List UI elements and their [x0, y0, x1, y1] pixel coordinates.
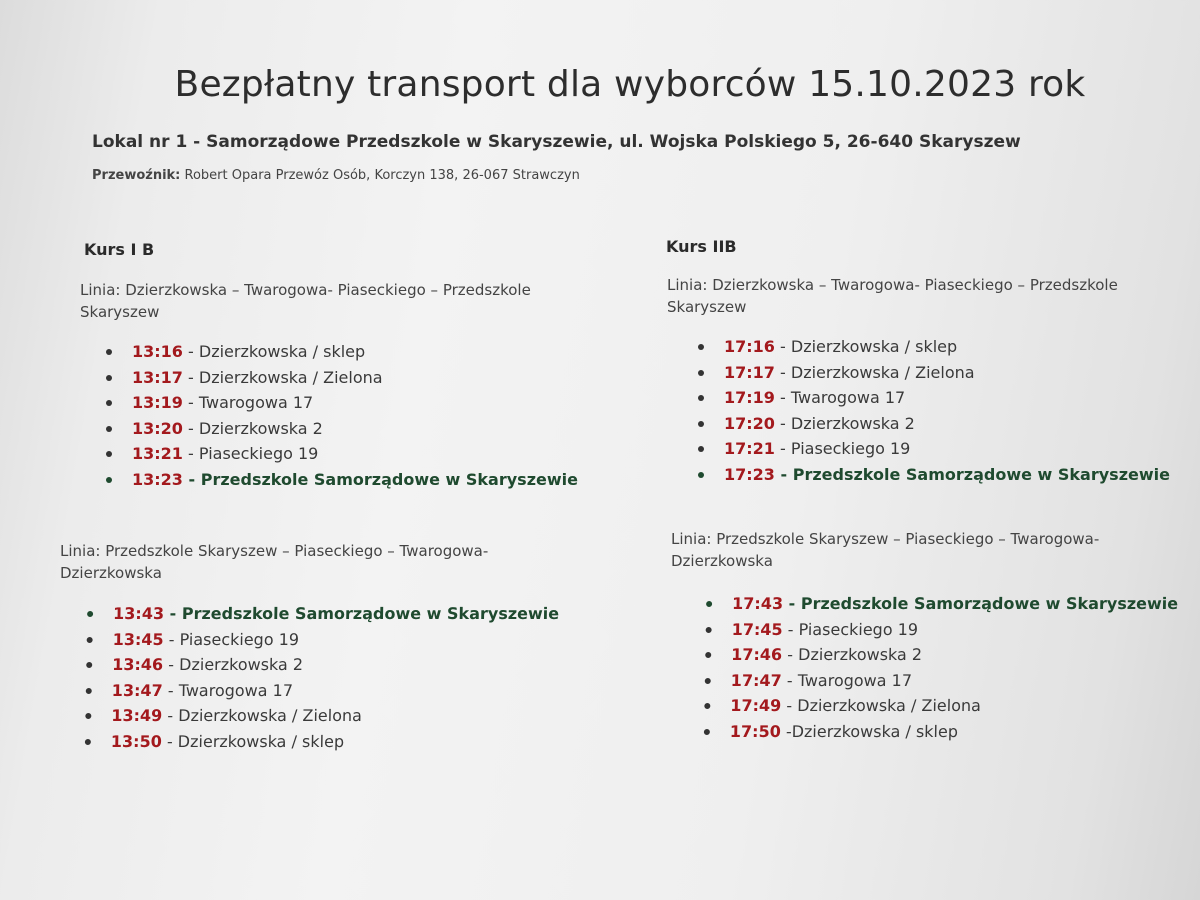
stop-item-origin [113, 601, 559, 627]
stop-time: 13:43 [112, 604, 165, 623]
stop-separator: - [780, 721, 792, 741]
stop-separator: - [162, 706, 179, 726]
bullet-icon [704, 729, 710, 735]
stop-separator: - [774, 337, 791, 356]
bullet-icon [86, 662, 92, 668]
stop-separator: - [782, 594, 802, 613]
stop-name: Dzierzkowska / Zielona [198, 367, 383, 387]
bullet-icon [85, 713, 91, 719]
stop-time: 17:21 [724, 439, 775, 459]
bullet-icon [85, 739, 91, 745]
stop-separator: - [774, 439, 791, 459]
bullet-icon [706, 627, 712, 633]
stop-name: Dzierzkowska / sklep [790, 337, 958, 356]
stop-separator: - [781, 670, 798, 690]
stop-time: 13:47 [111, 680, 163, 700]
bullet-icon [698, 395, 704, 401]
stop-name: Dzierzkowska / sklep [198, 342, 366, 361]
stop-item [132, 365, 578, 391]
bullet-icon [86, 688, 92, 694]
stop-name: Piaseckiego 19 [798, 619, 919, 639]
stop-name: Twarogowa 17 [178, 680, 294, 700]
stop-name: Dzierzkowska 2 [797, 645, 923, 665]
stop-separator: - [182, 469, 201, 489]
stop-item [724, 334, 1170, 360]
stop-name: Przedszkole Samorządowe w Skaryszewie [800, 594, 1179, 613]
stop-time: 17:19 [724, 388, 775, 408]
stop-time: 17:45 [731, 619, 783, 639]
stop-separator: - [182, 444, 199, 464]
stop-item [731, 668, 1177, 694]
route-description [671, 528, 1099, 572]
stop-item-origin [732, 591, 1178, 617]
carrier-label: Przewoźnik: [92, 168, 181, 183]
bullet-icon [698, 472, 704, 478]
stop-time: 17:50 [729, 721, 781, 741]
stop-item [724, 360, 1170, 386]
route-line-2: Dzierzkowska [671, 552, 773, 570]
stop-separator: - [163, 604, 183, 623]
route-block-2a [667, 274, 1118, 318]
course-title: Kurs I B [84, 240, 155, 259]
stop-separator: - [782, 619, 799, 639]
stop-item [112, 652, 558, 678]
route-line-1: Linia: Dzierzkowska – Twarogowa- Piaseckiego – Przedszkole [80, 281, 531, 299]
stop-separator: - [162, 680, 179, 700]
stop-name: Piaseckiego 19 [198, 444, 319, 464]
stop-time: 13:21 [132, 444, 183, 464]
stop-item [132, 390, 578, 416]
bullet-icon [106, 426, 112, 432]
stop-name: Twarogowa 17 [797, 670, 913, 690]
stop-item [112, 678, 558, 704]
stop-list-1a [132, 339, 578, 493]
stop-item [730, 693, 1176, 719]
route-line-2: Dzierzkowska [60, 564, 162, 582]
venue-heading: Lokal nr 1 - Samorządowe Przedszkole w Skaryszewie, ul. Wojska Polskiego 5, 26-640 Skaryszew [92, 132, 1021, 152]
stop-name: Dzierzkowska 2 [790, 413, 915, 433]
stop-name: Twarogowa 17 [198, 393, 314, 413]
bullet-icon [704, 703, 710, 709]
stop-separator: - [781, 696, 798, 716]
stop-time: 17:43 [731, 594, 784, 613]
stop-separator: - [782, 645, 799, 665]
stop-list-2a [724, 334, 1170, 488]
stop-item [730, 719, 1176, 745]
stop-name: Dzierzkowska / sklep [791, 721, 959, 741]
route-description [60, 540, 488, 584]
route-line-1: Linia: Przedszkole Skaryszew – Piaseckiego – Twarogowa- [671, 530, 1100, 548]
bullet-icon [106, 400, 112, 406]
stop-time: 17:16 [724, 337, 775, 356]
course-column-2 [666, 237, 737, 256]
stop-name: Dzierzkowska / sklep [177, 731, 345, 751]
route-line-2: Skaryszew [80, 303, 160, 321]
bullet-icon [698, 421, 704, 427]
stop-separator: - [774, 388, 791, 408]
bullet-icon [106, 349, 112, 355]
stop-time: 17:46 [731, 645, 783, 665]
stop-separator: - [182, 393, 199, 413]
stop-time: 17:49 [730, 696, 782, 716]
stop-name: Dzierzkowska 2 [178, 655, 304, 675]
stop-separator: - [182, 342, 199, 361]
stop-separator: - [163, 629, 180, 649]
stop-list-1b [112, 601, 558, 755]
stop-list-2b [731, 591, 1177, 745]
stop-separator: - [774, 362, 791, 382]
route-description [667, 274, 1118, 318]
stop-time: 13:20 [132, 418, 183, 438]
stop-name: Piaseckiego 19 [179, 629, 300, 649]
stop-item [111, 703, 557, 729]
stop-item [132, 441, 578, 467]
stop-time: 13:49 [111, 706, 163, 726]
stop-separator: - [182, 418, 199, 438]
bullet-icon [698, 344, 704, 350]
stop-separator: - [163, 655, 180, 675]
route-line-1: Linia: Przedszkole Skaryszew – Piaseckiego – Twarogowa- [60, 542, 489, 560]
route-line-2: Skaryszew [667, 298, 747, 316]
stop-separator: - [774, 464, 793, 484]
stop-name: Piaseckiego 19 [790, 439, 911, 459]
stop-item [132, 339, 578, 365]
stop-name: Dzierzkowska / Zielona [178, 706, 363, 726]
bullet-icon [706, 601, 712, 607]
document-title: Bezpłatny transport dla wyborców 15.10.2023 rok [174, 64, 1086, 105]
stop-item [724, 411, 1170, 437]
bullet-icon [705, 652, 711, 658]
course-column-1 [84, 240, 154, 259]
stop-time: 13:45 [112, 629, 164, 649]
stop-name: Przedszkole Samorządowe w Skaryszewie [181, 604, 560, 623]
stop-name: Twarogowa 17 [790, 388, 906, 408]
stop-time: 13:23 [132, 469, 183, 489]
bullet-icon [698, 370, 704, 376]
stop-time: 17:23 [724, 464, 775, 484]
stop-separator: - [774, 413, 791, 433]
stop-item [132, 416, 578, 442]
stop-item [112, 627, 558, 653]
carrier-value: Robert Opara Przewóz Osób, Korczyn 138, 26-067 Strawczyn [184, 168, 580, 183]
route-line-1: Linia: Dzierzkowska – Twarogowa- Piaseckiego – Przedszkole [667, 276, 1118, 294]
route-block-1a [80, 279, 531, 323]
stop-name: Przedszkole Samorządowe w Skaryszewie [792, 464, 1170, 484]
stop-name: Dzierzkowska 2 [198, 418, 323, 438]
stop-time: 13:19 [132, 393, 183, 413]
route-description [80, 279, 531, 323]
route-block-1b [60, 540, 488, 584]
route-block-2b [671, 528, 1099, 572]
stop-separator: - [161, 731, 178, 751]
bullet-icon [106, 375, 112, 381]
stop-time: 17:47 [730, 670, 782, 690]
stop-item-destination [724, 462, 1170, 488]
carrier-line [92, 168, 580, 183]
stop-item-destination [132, 467, 578, 493]
stop-time: 13:17 [132, 367, 183, 387]
stop-item [724, 436, 1170, 462]
bullet-icon [106, 451, 112, 457]
stop-separator: - [182, 367, 199, 387]
stop-name: Przedszkole Samorządowe w Skaryszewie [200, 469, 578, 489]
stop-time: 17:20 [724, 413, 775, 433]
stop-item [731, 617, 1177, 643]
stop-time: 17:17 [724, 362, 775, 382]
stop-name: Dzierzkowska / Zielona [797, 696, 982, 716]
stop-item [724, 385, 1170, 411]
bullet-icon [698, 446, 704, 452]
bullet-icon [705, 678, 711, 684]
stop-time: 13:46 [112, 655, 164, 675]
course-title: Kurs IIB [666, 237, 737, 256]
stop-item [731, 642, 1177, 668]
stop-time: 13:50 [110, 731, 162, 751]
stop-time: 13:16 [132, 342, 183, 361]
bullet-icon [106, 477, 112, 483]
bullet-icon [87, 637, 93, 643]
stop-name: Dzierzkowska / Zielona [790, 362, 975, 382]
bullet-icon [87, 611, 93, 617]
stop-item [111, 729, 557, 755]
